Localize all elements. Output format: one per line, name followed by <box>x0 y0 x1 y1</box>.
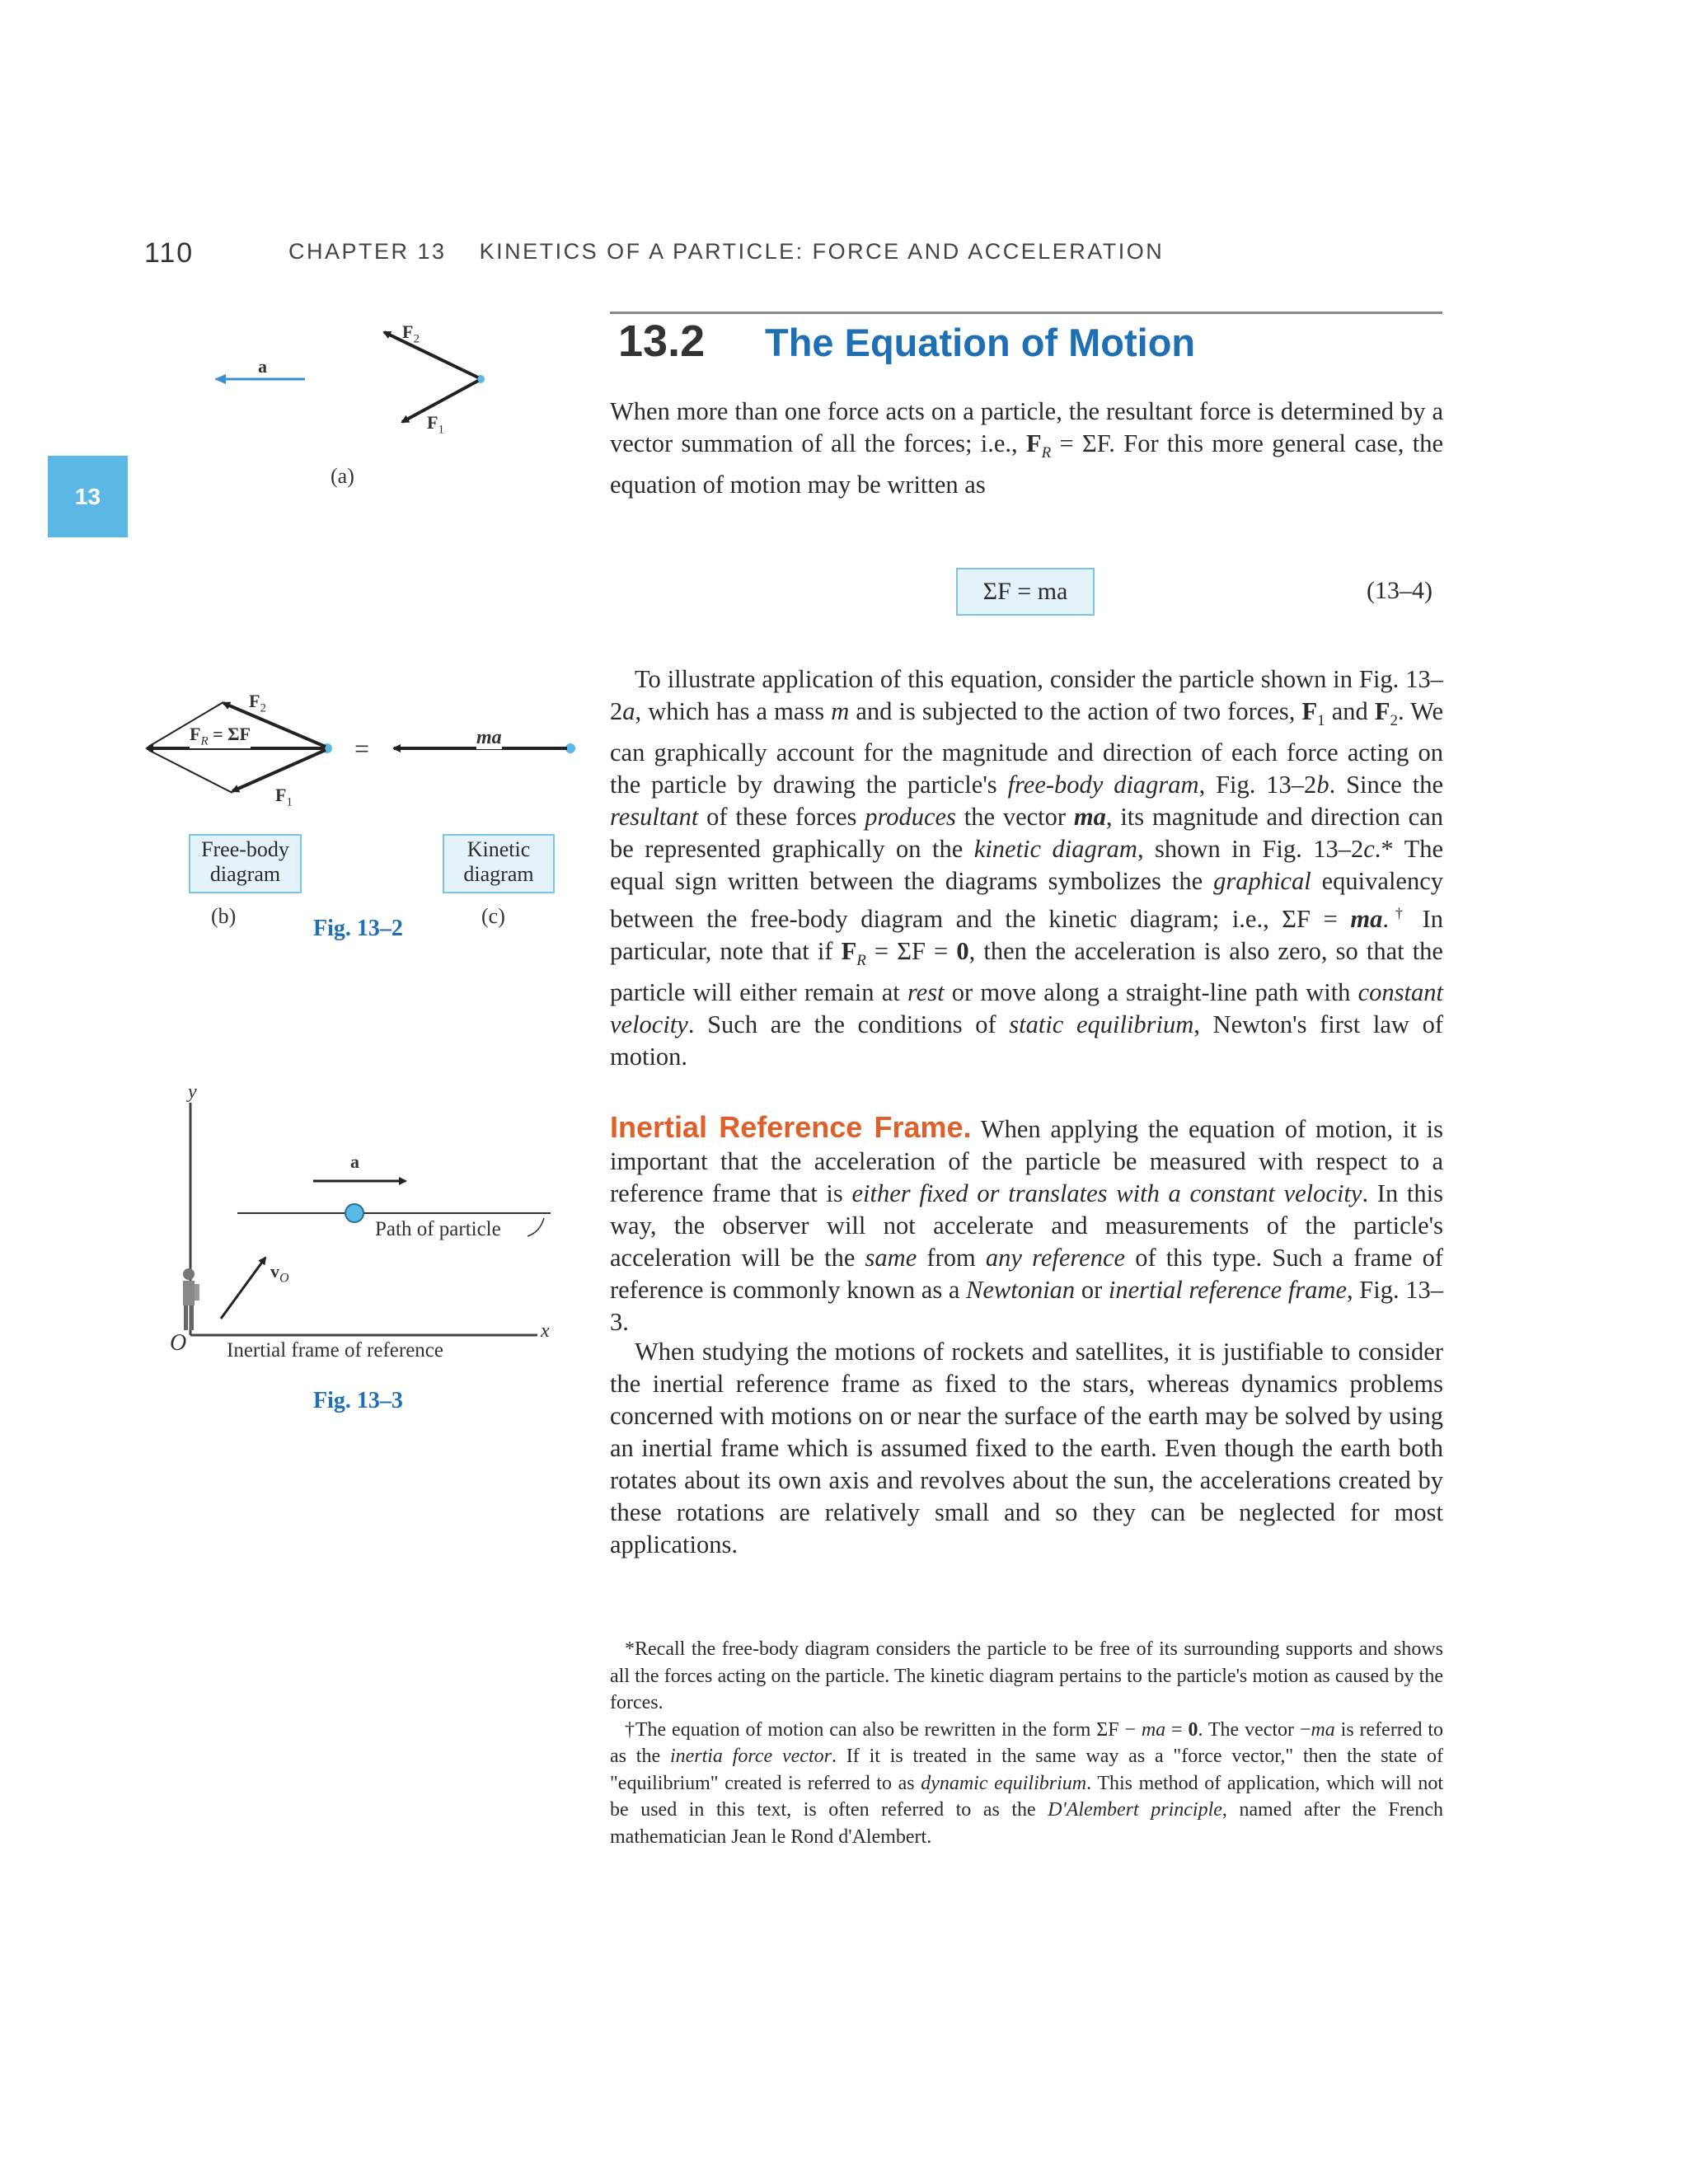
kinetic-diagram-box: Kinetic diagram <box>443 834 555 893</box>
chapter-title: KINETICS OF A PARTICLE: FORCE AND ACCELERATION <box>479 239 1165 264</box>
parallelogram-bottom <box>148 750 232 793</box>
fr-label-b: $F_R = \Sigma F$ <box>190 724 251 748</box>
fig13-2c-label: (c) <box>481 904 505 928</box>
observer-icon <box>183 1268 199 1330</box>
free-body-diagram-box: Free-body diagram <box>189 834 302 893</box>
section-number: 13.2 <box>618 316 706 366</box>
chapter-name: CHAPTER 13 <box>288 239 447 264</box>
frame-label: Inertial frame of reference <box>227 1339 444 1361</box>
f1-label-a: $F_1$ <box>427 412 444 437</box>
ma-label-c: ma <box>476 727 502 748</box>
intro-paragraph: When more than one force acts on a particle, the resultant force is determined by a vector summation of all the forces; i.e., $F_R = \Sigma F$. For this more general case, the equation of motion may be written as <box>610 397 1443 499</box>
force-f2-a <box>384 332 478 377</box>
f2-label-a: $F_2$ <box>402 321 420 346</box>
x-axis-label: x <box>541 1320 550 1342</box>
inertial-paragraph: Inertial Reference Frame. When applying the equation of motion, it is important that the acceleration of the particle be measured with respect to a reference frame that is either fixed or translates with a constant velocity. In this way, the observer will not accelerate and measurements of the particle's acceleration will be the same from any reference of this type. Such a frame of reference is commonly known as a Newtonian or inertial reference frame, Fig. 13–3. <box>610 1110 1443 1336</box>
inertial-heading: Inertial Reference Frame. <box>610 1110 972 1144</box>
stars-paragraph: When studying the motions of rockets and satellites, it is justifiable to consider the inertial reference frame as fixed to the stars, whereas dynamics problems concerned with motions on or near the surface of the earth may be solved by using an inertial frame which is assumed fixed to the earth. Even though the earth both rotates about its own axis and revolves about the sun, the accelerations created by these rotations are relatively small and so they can be neglected for most applications. <box>610 1338 1443 1558</box>
f1-label-b: $F_1$ <box>275 785 293 809</box>
path-label: Path of particle <box>375 1218 501 1240</box>
footnote-1: *Recall the free-body diagram considers the particle to be free of its surrounding supports and shows all the forces acting on the particle. The kinetic diagram pertains to the particle's motion as caused by the forces. <box>610 1638 1443 1713</box>
origin-label: O <box>170 1330 187 1356</box>
equation-number: (13–4) <box>1367 577 1432 604</box>
fig13-2b-label: (b) <box>211 904 237 928</box>
accel-label-fig13-3: a <box>350 1151 359 1172</box>
accel-label-a: a <box>258 356 267 377</box>
illustrate-paragraph: To illustrate application of this equation, consider the particle shown in Fig. 13–2a, which has a mass m and is subjected to the action of two forces, $F_1$ and $F_2$. We can graphically account for the magnitude and direction of each force acting on the particle by drawing the particle's free-body diagram, Fig. 13–2b. Since the resultant of these forces produces the vector ma, its magnitude and direction can be represented graphically on the kinetic diagram, shown in Fig. 13–2c.* The equal sign written between the diagrams symbolizes the graphical equivalency between the free-body diagram and the kinetic diagram; i.e., ΣF = ma.† In particular, note that if $F_R = \Sigma F = 0$, then the acceleration is also zero, so that the particle will either remain at rest or move along a straight-line path with constant velocity. Such are the conditions of static equilibrium, Newton's first law of motion. <box>610 665 1444 1071</box>
velocity-arrow <box>221 1258 265 1319</box>
fig13-3-caption: Fig. 13–3 <box>313 1388 403 1413</box>
f2-label-b: $F_2$ <box>249 691 266 715</box>
path-leader <box>528 1218 544 1236</box>
footnote-2: †The equation of motion can also be rewritten in the form ΣF − ma = 0. The vector −ma is referred to as the inertia force vector. If it is treated in the same way as a "force vector," then the state of "equilibrium" created is referred to as dynamic equilibrium. This method of application, which will not be used in this text, is often referred to as the D'Alembert principle, named after the French mathematician Jean le Rond d'Alembert. <box>610 1718 1443 1848</box>
velocity-label: $v_O$ <box>270 1261 289 1286</box>
fig13-2-caption: Fig. 13–2 <box>313 916 403 941</box>
y-axis-label: y <box>188 1081 197 1103</box>
equals-sign: = <box>354 733 370 763</box>
fig13-2a-label: (a) <box>331 464 354 488</box>
particle-fig13-3 <box>345 1204 363 1222</box>
section-title: The Equation of Motion <box>765 321 1196 364</box>
page-number: 110 <box>144 237 195 269</box>
equation-text: ΣF = ma <box>982 578 1068 605</box>
chapter-tab-number: 13 <box>74 484 101 509</box>
